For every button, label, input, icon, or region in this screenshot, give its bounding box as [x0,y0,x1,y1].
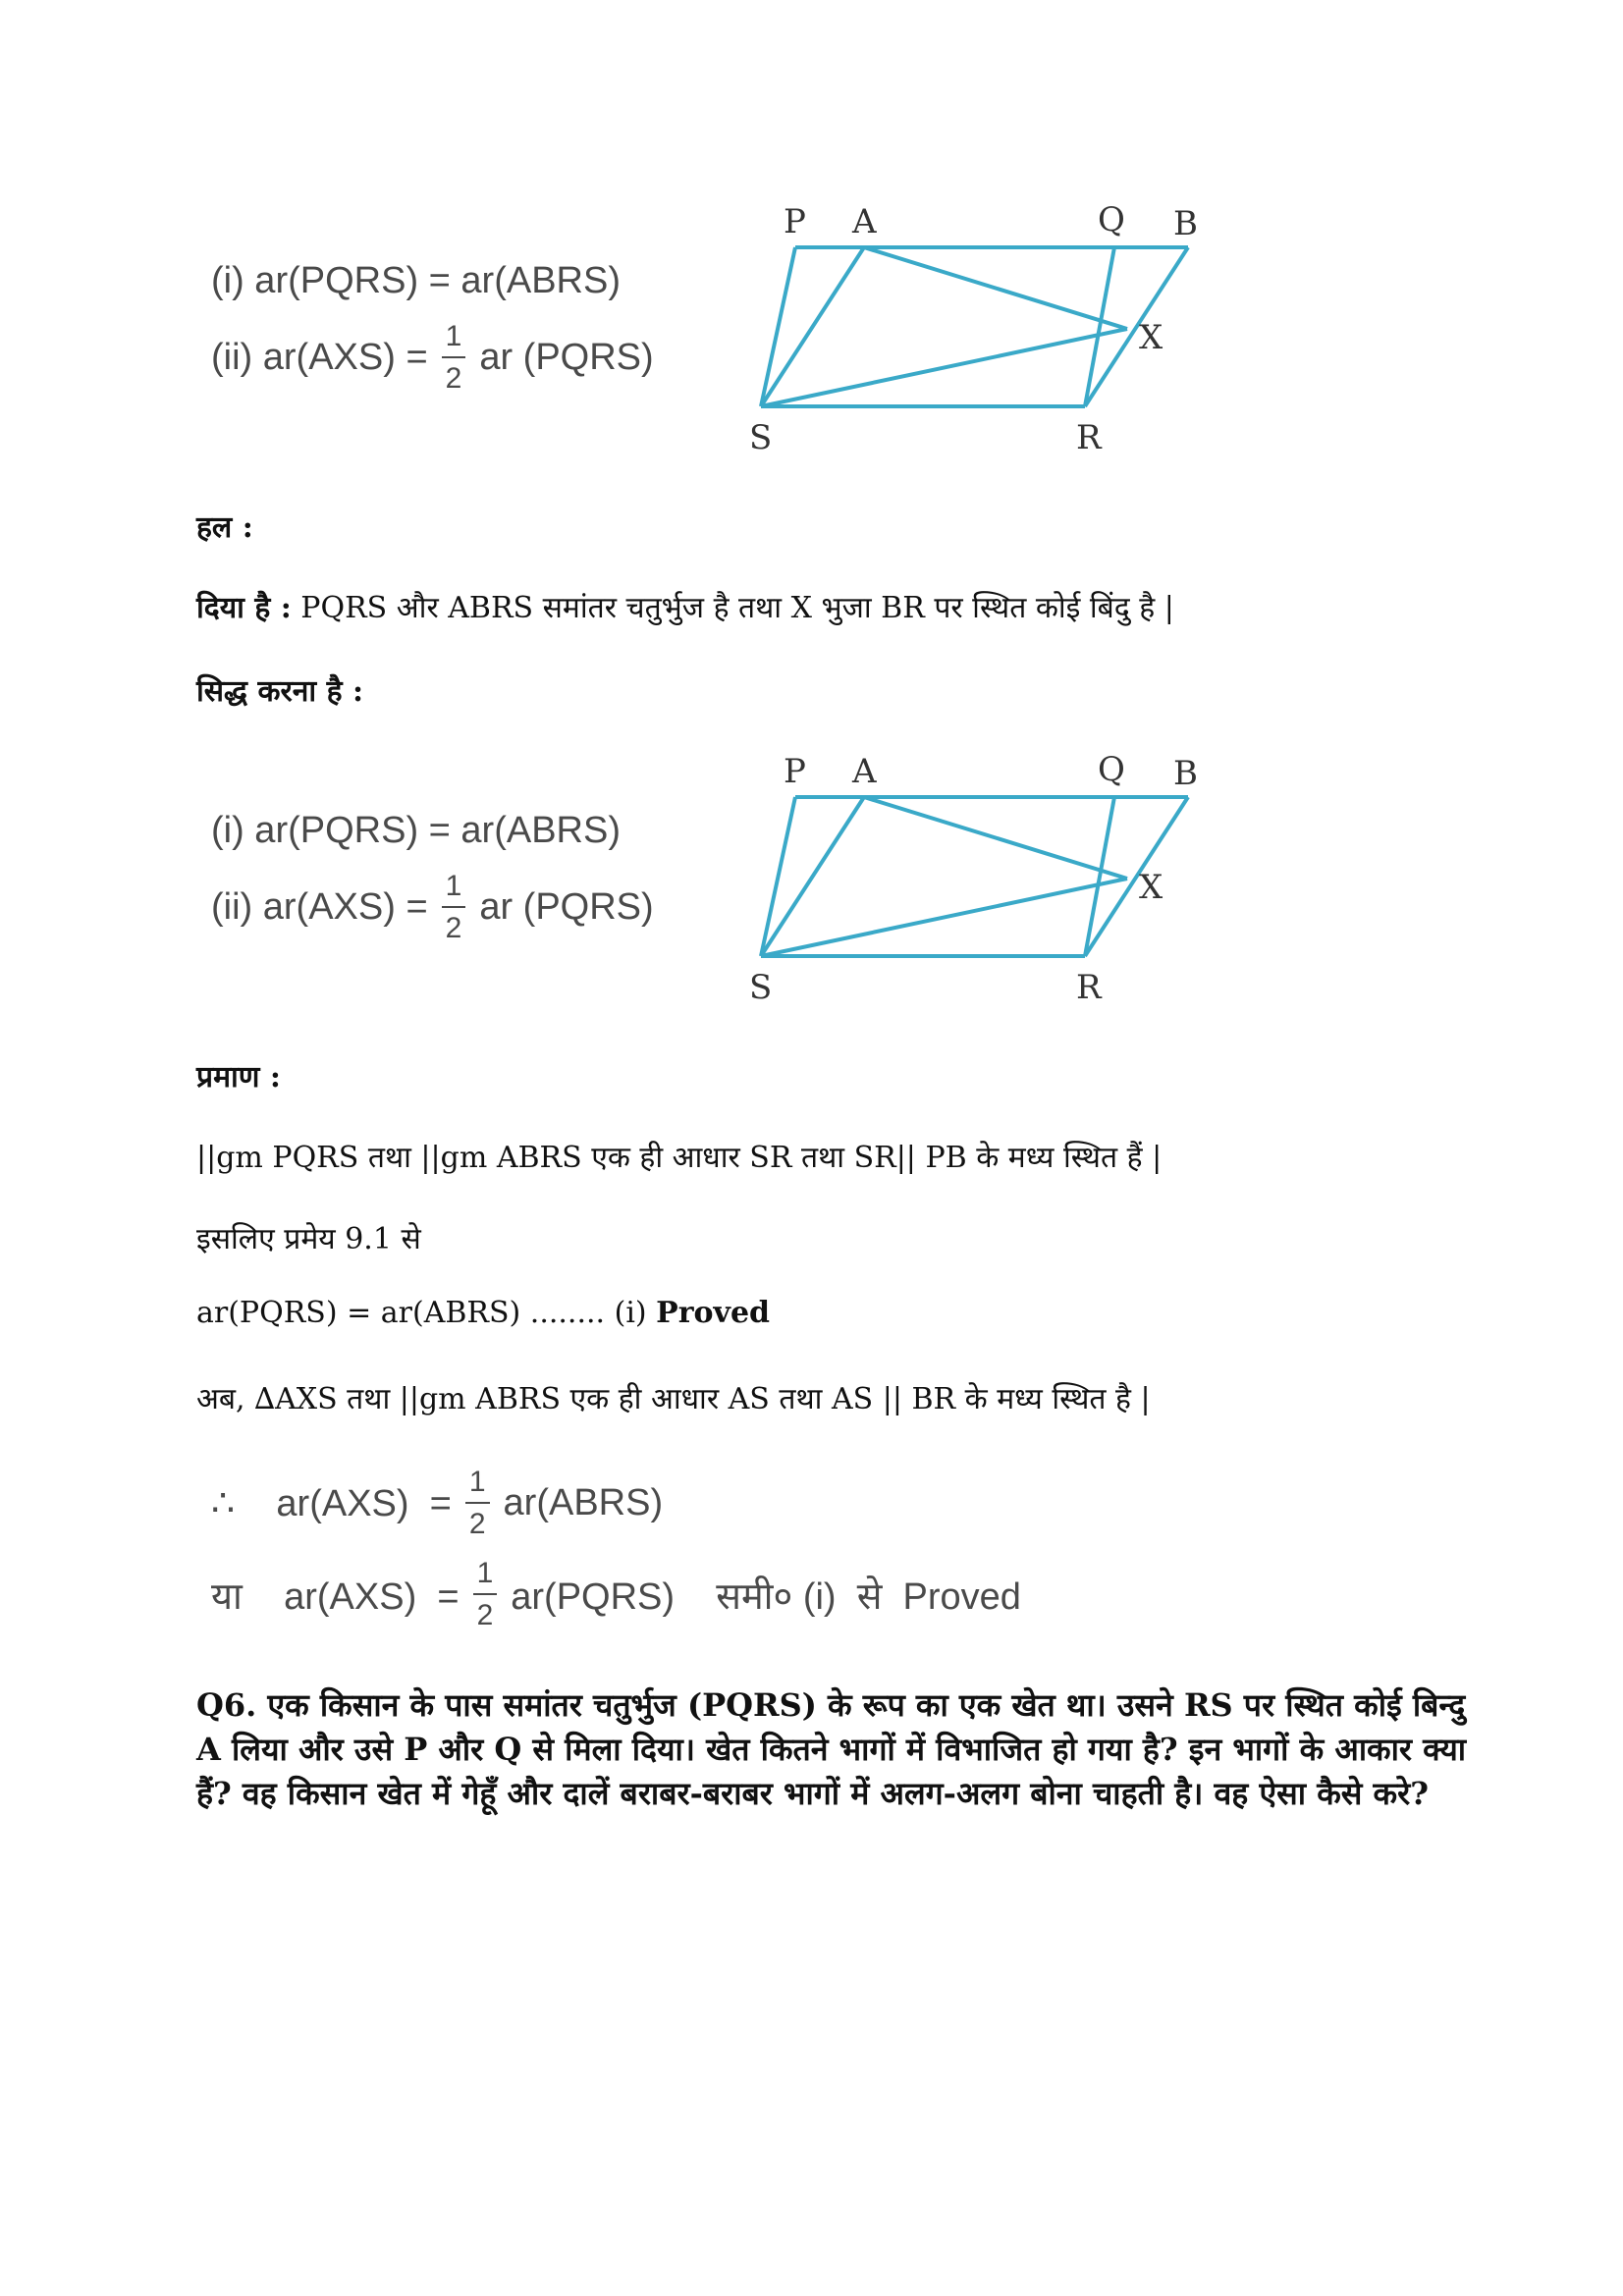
or-equation [211,1559,1021,1630]
fraction-denominator: 2 [445,362,462,395]
equation-i-repeat: (i) ar(PQRS) = ar(ABRS) [211,810,621,851]
fraction-half [442,322,466,394]
fraction-numerator: 1 [473,1559,498,1595]
therefore-prefix: ∴ ar(AXS) = [211,1483,452,1524]
label-r: R [1076,418,1102,457]
equation-ii-prefix: (ii) ar(AXS) = [211,337,428,378]
line-sx [761,879,1127,956]
given-label: दिया है : [196,591,292,625]
or-suffix: ar(PQRS) समी० (i) से Proved [511,1575,1021,1618]
therefore-equation [211,1468,663,1539]
label-s: S [749,968,773,1007]
proved-label: Proved [656,1296,771,1330]
label-b: B [1173,754,1198,793]
given-statement [196,586,1174,626]
figure-lines [761,247,1188,406]
fraction-numerator: 1 [465,1468,490,1504]
label-s: S [749,418,773,457]
label-a: A [852,202,877,241]
fraction-half [465,1468,490,1539]
proof-heading: प्रमाण : [196,1060,281,1095]
therefore-suffix: ar(ABRS) [503,1482,664,1523]
solution-heading: हल : [196,510,253,545]
proof-line-3 [196,1296,770,1330]
proof-line-3-text: ar(PQRS) = ar(ABRS) ........ (i) [196,1296,657,1330]
label-x: X [1139,868,1163,907]
label-q: Q [1098,200,1125,240]
label-b: B [1173,204,1198,243]
question-6: Q6. एक किसान के पास समांतर चतुर्भुज (PQRS) के रूप का एक खेत था। उसने RS पर स्थित कोई बिन्दु A लिया और उसे P और Q से मिला दिया। खेत कितने भागों में विभाजित हो गया है? इन भागों के आकार क्या हैं? वह किसान खेत में गेहूँ और दालें बराबर-बराबर भागों में अलग-अलग बोना चाहती है। वह ऐसा कैसे करे? [196,1686,1467,1812]
label-p: P [784,752,806,791]
label-r: R [1076,968,1102,1007]
to-prove-heading: सिद्ध करना है : [196,674,364,709]
equation-ii-suffix: ar (PQRS) [479,337,654,378]
fraction-half [442,872,466,943]
equation-ii [211,322,654,394]
fraction-numerator: 1 [442,872,466,908]
parallelogram-figure-2 [727,741,1257,1016]
or-prefix: या ar(AXS) = [211,1575,460,1618]
equation-ii-repeat [211,872,654,943]
label-x: X [1139,318,1163,357]
line-ax [864,247,1127,329]
label-a: A [852,752,877,791]
proof-line-1: ||gm PQRS तथा ||gm ABRS एक ही आधार SR तथा SR|| PB के मध्य स्थित हैं | [196,1141,1163,1175]
fraction-denominator: 2 [445,912,462,944]
line-ax [864,797,1127,879]
equation-ii-repeat-prefix: (ii) ar(AXS) = [211,886,428,928]
fraction-half [473,1559,498,1630]
fraction-denominator: 2 [468,1508,486,1540]
equation-i: (i) ar(PQRS) = ar(ABRS) [211,260,621,301]
proof-line-4: अब, ∆AXS तथा ||gm ABRS एक ही आधार AS तथा AS || BR के मध्य स्थित है | [196,1382,1151,1416]
label-q: Q [1098,750,1125,789]
figure-lines [761,797,1188,956]
fraction-numerator: 1 [442,322,466,358]
given-text: PQRS और ABRS समांतर चतुर्भुज है तथा X भुजा BR पर स्थित कोई बिंदु है | [291,591,1174,625]
fraction-denominator: 2 [476,1599,494,1631]
proof-line-2: इसलिए प्रमेय 9.1 से [196,1222,421,1256]
parallelogram-figure-1 [727,191,1257,466]
equation-ii-repeat-suffix: ar (PQRS) [479,886,654,928]
label-p: P [784,202,806,241]
line-sx [761,329,1127,406]
